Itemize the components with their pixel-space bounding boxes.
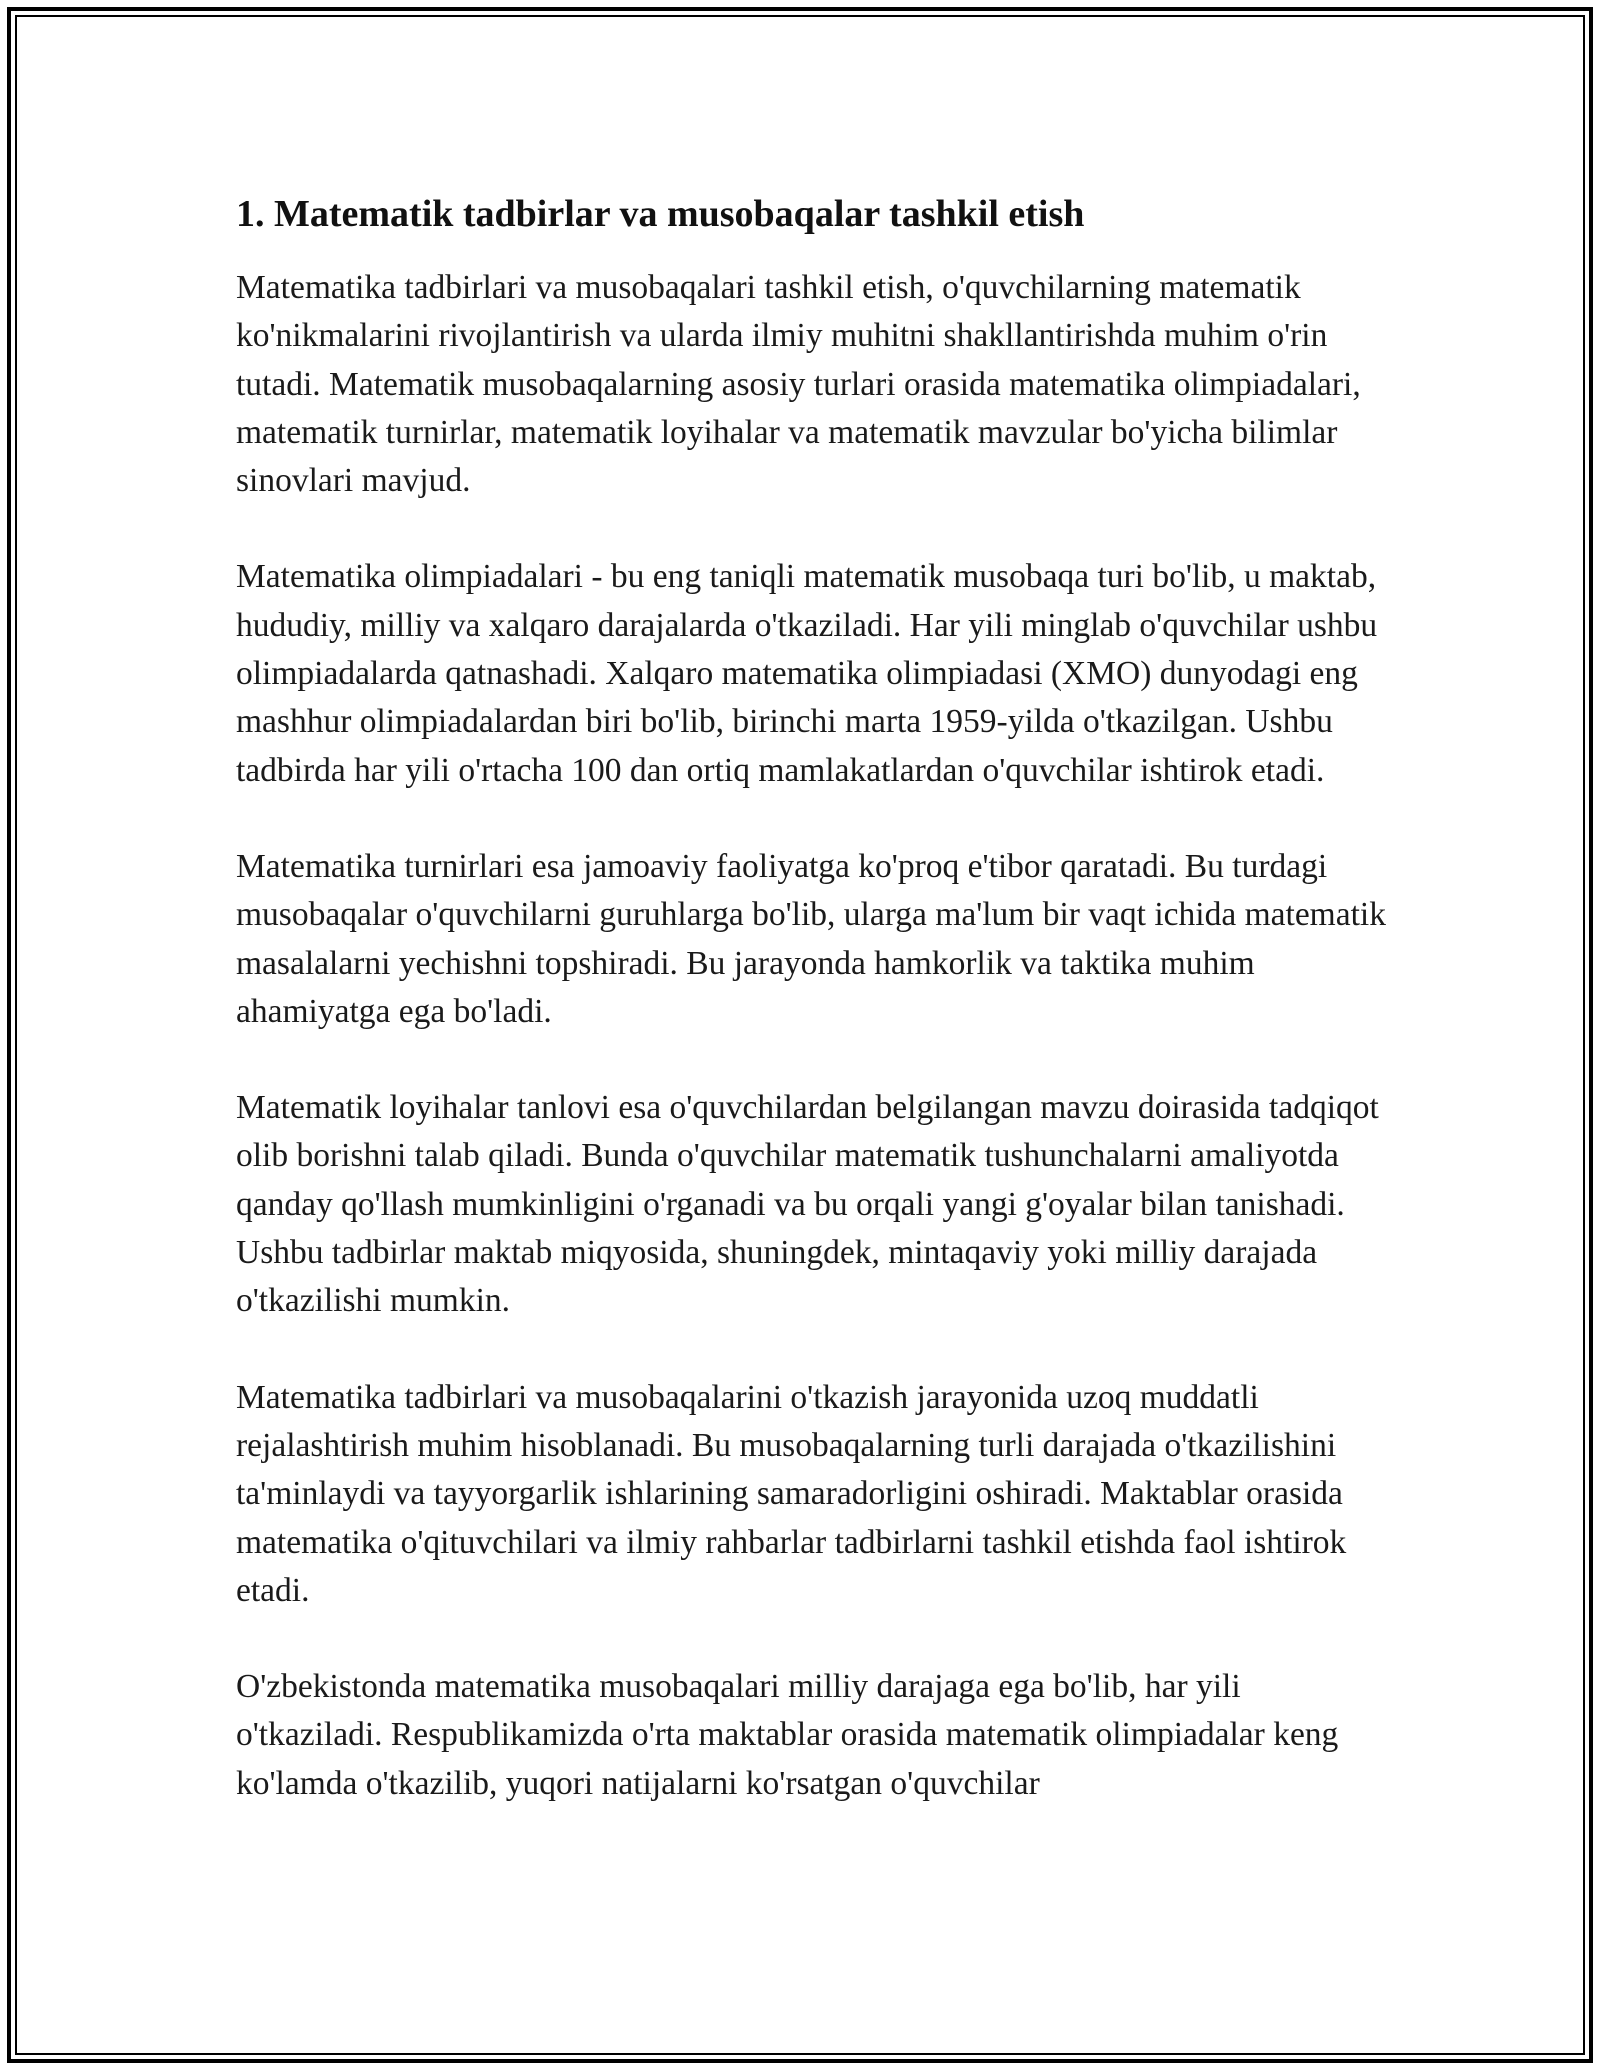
document-body (236, 186, 1386, 1856)
paragraph-3: Matematika turnirlari esa jamoaviy faoliyatga ko'proq e'tibor qaratadi. Bu turdagi musobaqalar o'quvchilarni guruhlarga bo'lib, ularga ma'lum bir vaqt ichida matematik masalalarni yechishni topshiradi. Bu jarayonda hamkorlik va taktika muhim ahamiyatga ega bo'ladi. (236, 847, 1386, 1030)
paragraph-5: Matematika tadbirlari va musobaqalarini o'tkazish jarayonida uzoq muddatli rejalashtirish muhim hisoblanadi. Bu musobaqalarning turli darajada o'tkazilishini ta'minlaydi va tayyorgarlik ishlarining samaradorligini oshiradi. Maktablar orasida matematika o'qituvchilari va ilmiy rahbarlar tadbirlarni tashkil etishda faol ishtirok etadi. (236, 1378, 1347, 1609)
paragraph-6: O'zbekistonda matematika musobaqalari milliy darajaga ega bo'lib, har yili o'tkaziladi. Respublikamizda o'rta maktablar orasida matematik olimpiadalar keng ko'lamda o'tkazilib, yuqori natijalarni ko'rsatgan o'quvchilar (236, 1668, 1339, 1802)
section-heading: 1. Matematik tadbirlar va musobaqalar tashkil etish (236, 193, 1085, 235)
paragraph-2: Matematika olimpiadalari - bu eng taniqli matematik musobaqa turi bo'lib, u maktab, hududiy, milliy va xalqaro darajalarda o'tkaziladi. Har yili minglab o'quvchilar ushbu olimpiadalarda qatnashadi. Xalqaro matematika olimpiadasi (XMO) dunyodagi eng mashhur olimpiadalardan biri bo'lib, birinchi marta 1959-yilda o'tkazilgan. Ushbu tadbirda har yili o'rtacha 100 dan ortiq mamlakatlardan o'quvchilar ishtirok etadi. (236, 558, 1378, 789)
paragraph-1: Matematika tadbirlari va musobaqalari tashkil etish, o'quvchilarning matematik ko'nikmalarini rivojlantirish va ularda ilmiy muhitni shakllantirishda muhim o'rin tutadi. Matematik musobaqalarning asosiy turlari orasida matematika olimpiadalari, matematik turnirlar, matematik loyihalar va matematik mavzular bo'yicha bilimlar sinovlari mavjud. (236, 269, 1361, 500)
paragraph-4: Matematik loyihalar tanlovi esa o'quvchilardan belgilangan mavzu doirasida tadqiqot olib borishni talab qiladi. Bunda o'quvchilar matematik tushunchalarni amaliyotda qanday qo'llash mumkinligini o'rganadi va bu orqali yangi g'oyalar bilan tanishadi. Ushbu tadbirlar maktab miqyosida, shuningdek, mintaqaviy yoki milliy darajada o'tkazilishi mumkin. (236, 1089, 1379, 1320)
